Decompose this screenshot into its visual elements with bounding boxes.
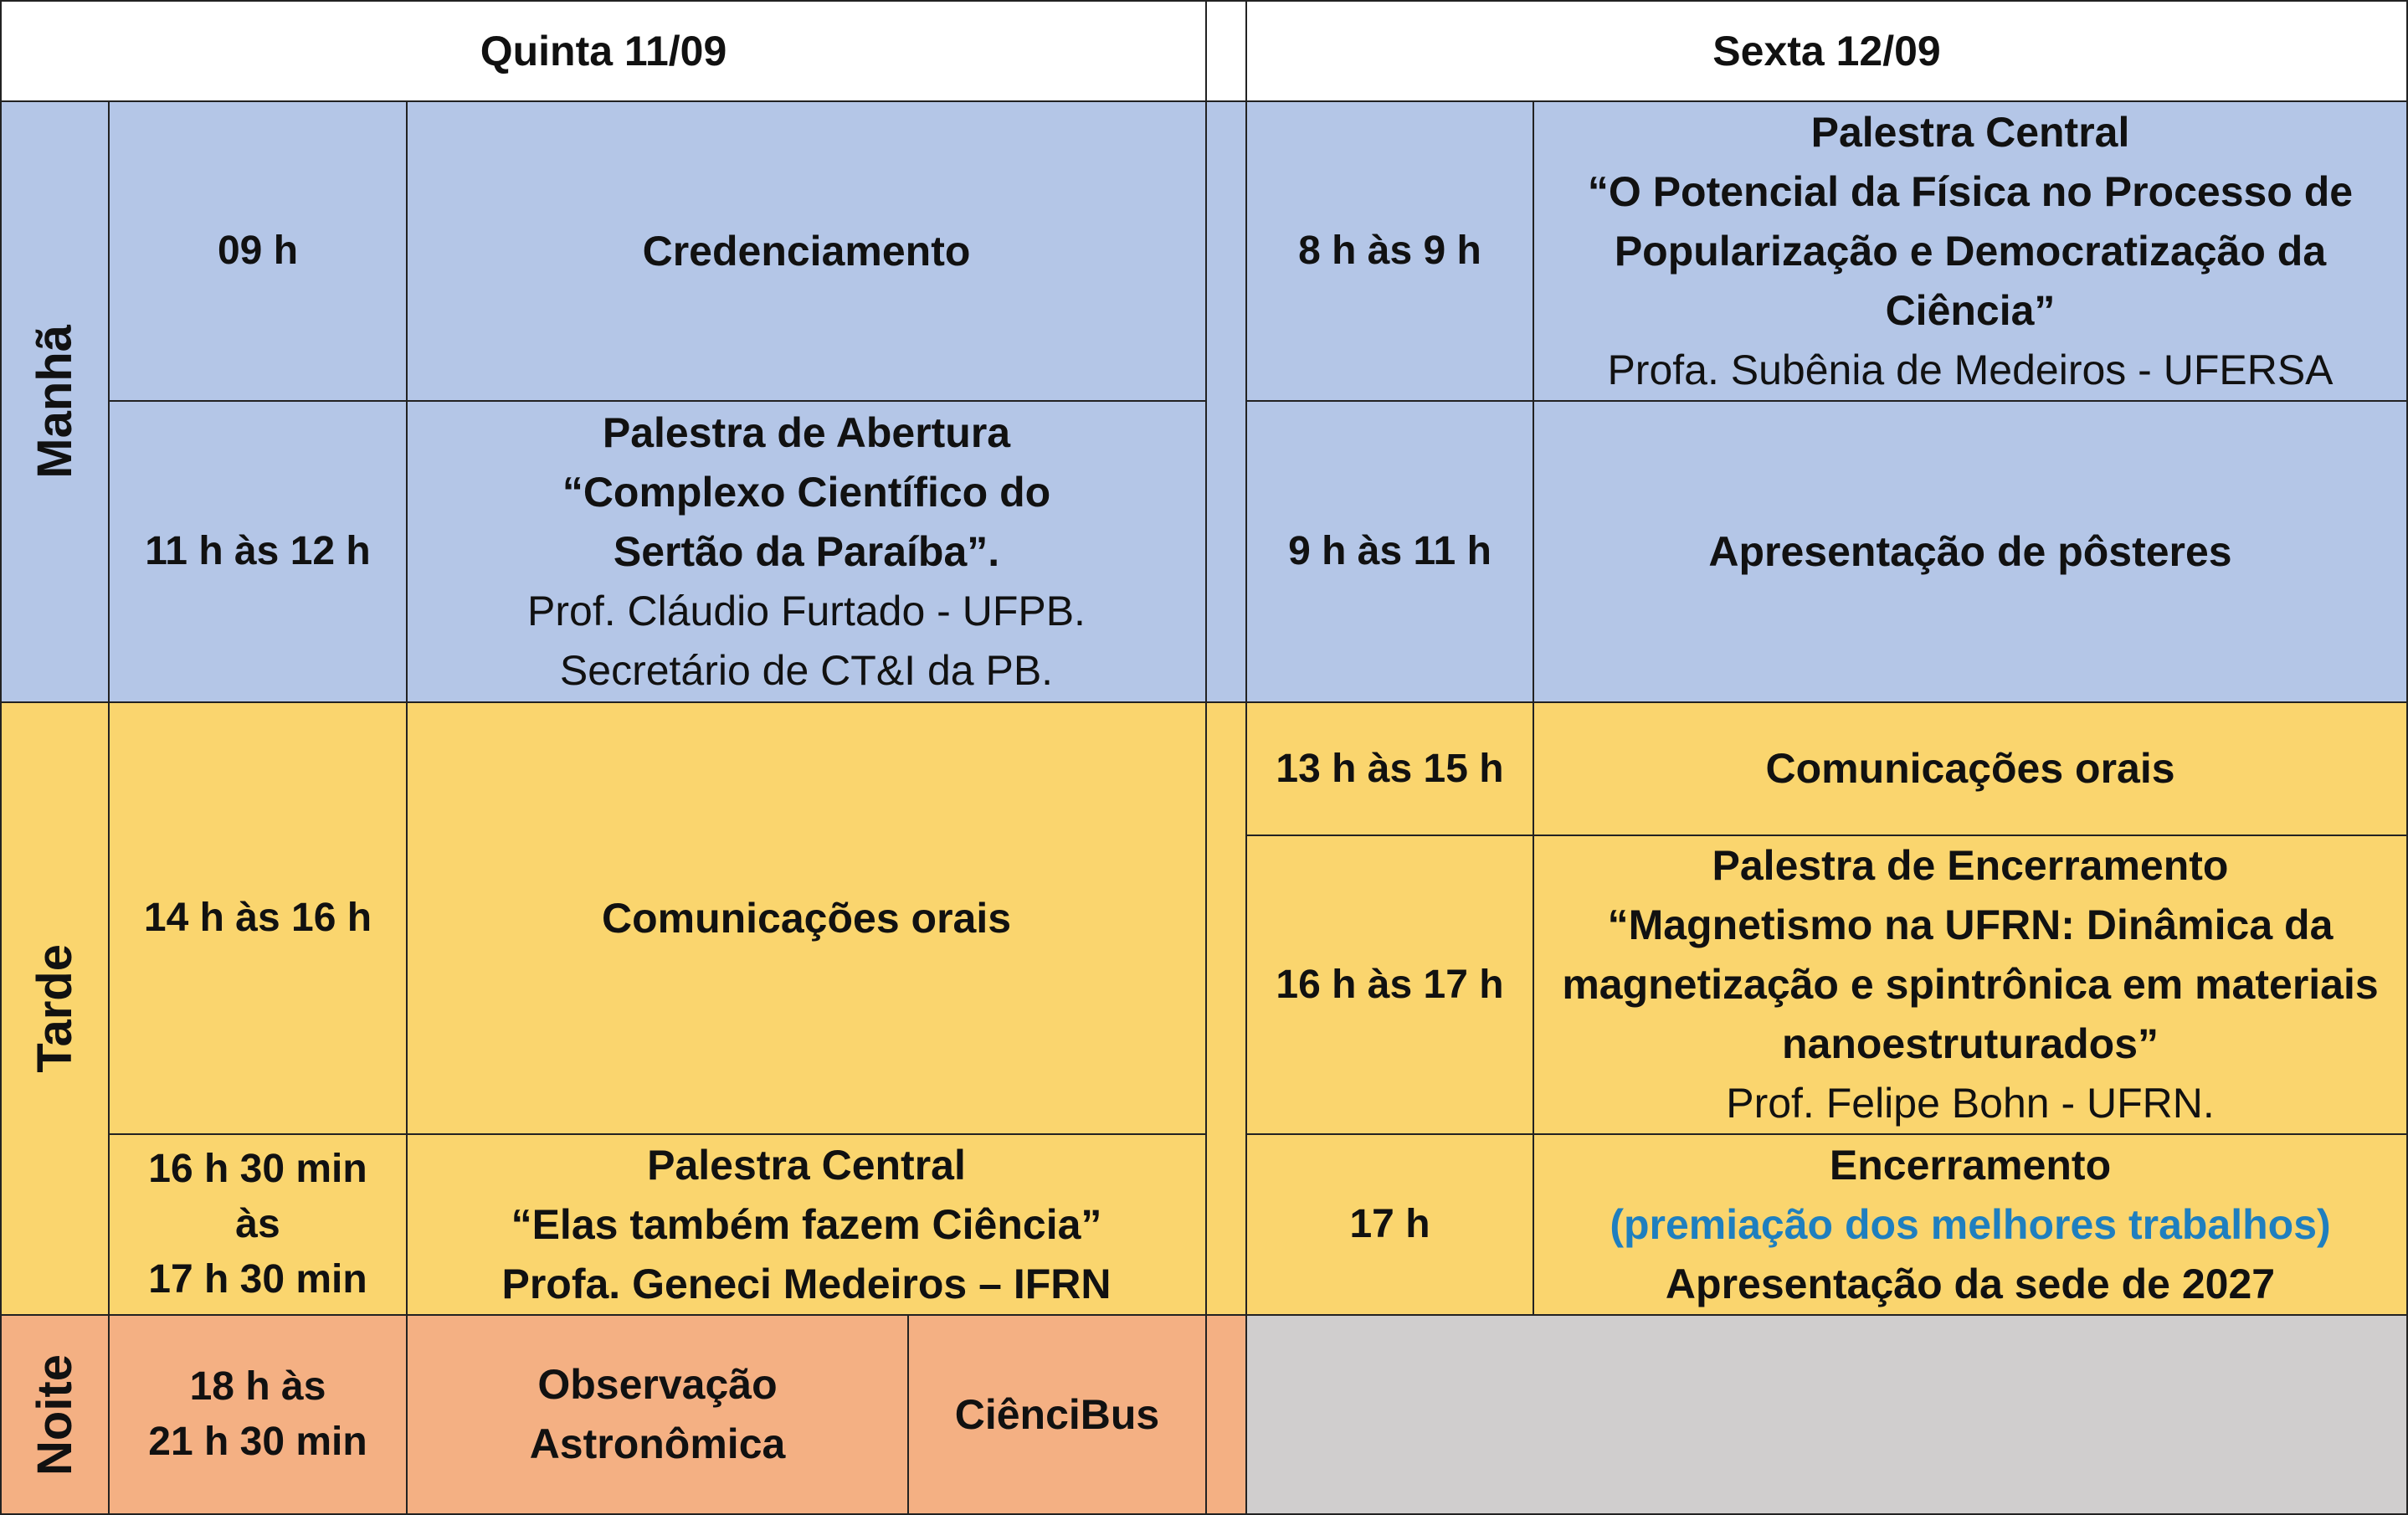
period-afternoon-label: Tarde	[27, 944, 82, 1073]
fri-s2-time: 9 h às 11 h	[1245, 400, 1534, 703]
fri-s4-time: 16 h às 17 h	[1245, 835, 1534, 1135]
fri-s4-quote-2: magnetização e spintrônica em materiais	[1562, 961, 2379, 1008]
thu-s1-title: Credenciamento	[406, 100, 1207, 402]
thu-s3-title: Comunicações orais	[406, 701, 1207, 1135]
spacer-morning	[1205, 100, 1247, 703]
fri-s4-quote-1: “Magnetismo na UFRN: Dinâmica da	[1607, 901, 2334, 948]
spacer-afternoon	[1205, 701, 1247, 1316]
fri-s5-title: Encerramento	[1829, 1141, 2112, 1189]
thu-s5-time	[108, 1314, 408, 1515]
thu-s2-quote-1: “Complexo Científico do	[562, 468, 1051, 516]
thu-s4-title: Palestra Central	[647, 1141, 966, 1189]
thu-s1-time: 09 h	[108, 100, 408, 402]
thu-s5-activity2: CiênciBus	[907, 1314, 1207, 1515]
fri-s4-event	[1533, 835, 2408, 1135]
fri-s1-speaker: Profa. Subênia de Medeiros - UFERSA	[1607, 346, 2334, 393]
header-spacer	[1205, 0, 1247, 102]
thu-s2-role: Secretário de CT&I da PB.	[559, 646, 1054, 694]
thu-s5-activity1-2: Astronômica	[529, 1420, 786, 1467]
fri-s5-event	[1533, 1133, 2408, 1316]
fri-s4-quote-3: nanoestruturados”	[1781, 1020, 2159, 1067]
period-night-label: Noite	[27, 1353, 82, 1476]
thu-s2-quote-2: Sertão da Paraíba”.	[613, 527, 1000, 575]
thu-s4-time-2: às	[235, 1202, 280, 1246]
thu-s4-speaker: Profa. Geneci Medeiros – IFRN	[501, 1260, 1112, 1307]
thu-s2-event	[406, 400, 1207, 703]
thu-s2-time: 11 h às 12 h	[108, 400, 408, 703]
thu-s4-quote: “Elas também fazem Ciência”	[511, 1200, 1102, 1248]
fri-s5-extra: Apresentação da sede de 2027	[1665, 1260, 2276, 1307]
thu-s5-time-2: 21 h 30 min	[148, 1420, 367, 1464]
thu-s4-time-1: 16 h 30 min	[148, 1147, 367, 1191]
thu-s5-time-1: 18 h às	[189, 1364, 326, 1409]
fri-s1-event	[1533, 100, 2408, 402]
period-morning-label: Manhã	[27, 325, 82, 479]
header-friday: Sexta 12/09	[1245, 0, 2408, 102]
fri-s5-note: (premiação dos melhores trabalhos)	[1610, 1200, 2331, 1248]
fri-night-empty	[1245, 1314, 2408, 1515]
header-thursday: Quinta 11/09	[0, 0, 1207, 102]
period-night	[0, 1314, 110, 1515]
thu-s4-time-3: 17 h 30 min	[148, 1257, 367, 1302]
fri-s1-time: 8 h às 9 h	[1245, 100, 1534, 402]
spacer-night	[1205, 1314, 1247, 1515]
thu-s3-time: 14 h às 16 h	[108, 701, 408, 1135]
thu-s4-event	[406, 1133, 1207, 1316]
thu-s4-time	[108, 1133, 408, 1316]
fri-s1-quote-2: Popularização e Democratização da	[1614, 227, 2327, 275]
fri-s1-title: Palestra Central	[1810, 108, 2130, 156]
period-afternoon	[0, 701, 110, 1316]
thu-s5-activity1-1: Observação	[537, 1361, 778, 1408]
fri-s3-title: Comunicações orais	[1533, 701, 2408, 836]
fri-s5-time: 17 h	[1245, 1133, 1534, 1316]
thu-s2-title: Palestra de Abertura	[602, 408, 1011, 456]
thu-s2-speaker: Prof. Cláudio Furtado - UFPB.	[527, 587, 1086, 634]
fri-s4-title: Palestra de Encerramento	[1712, 842, 2229, 889]
thu-s5-activity1	[406, 1314, 909, 1515]
fri-s2-title: Apresentação de pôsteres	[1533, 400, 2408, 703]
fri-s3-time: 13 h às 15 h	[1245, 701, 1534, 836]
fri-s4-speaker: Prof. Felipe Bohn - UFRN.	[1726, 1080, 2215, 1127]
fri-s1-quote-3: Ciência”	[1885, 286, 2056, 334]
period-morning	[0, 100, 110, 703]
fri-s1-quote-1: “O Potencial da Física no Processo de	[1587, 167, 2354, 215]
